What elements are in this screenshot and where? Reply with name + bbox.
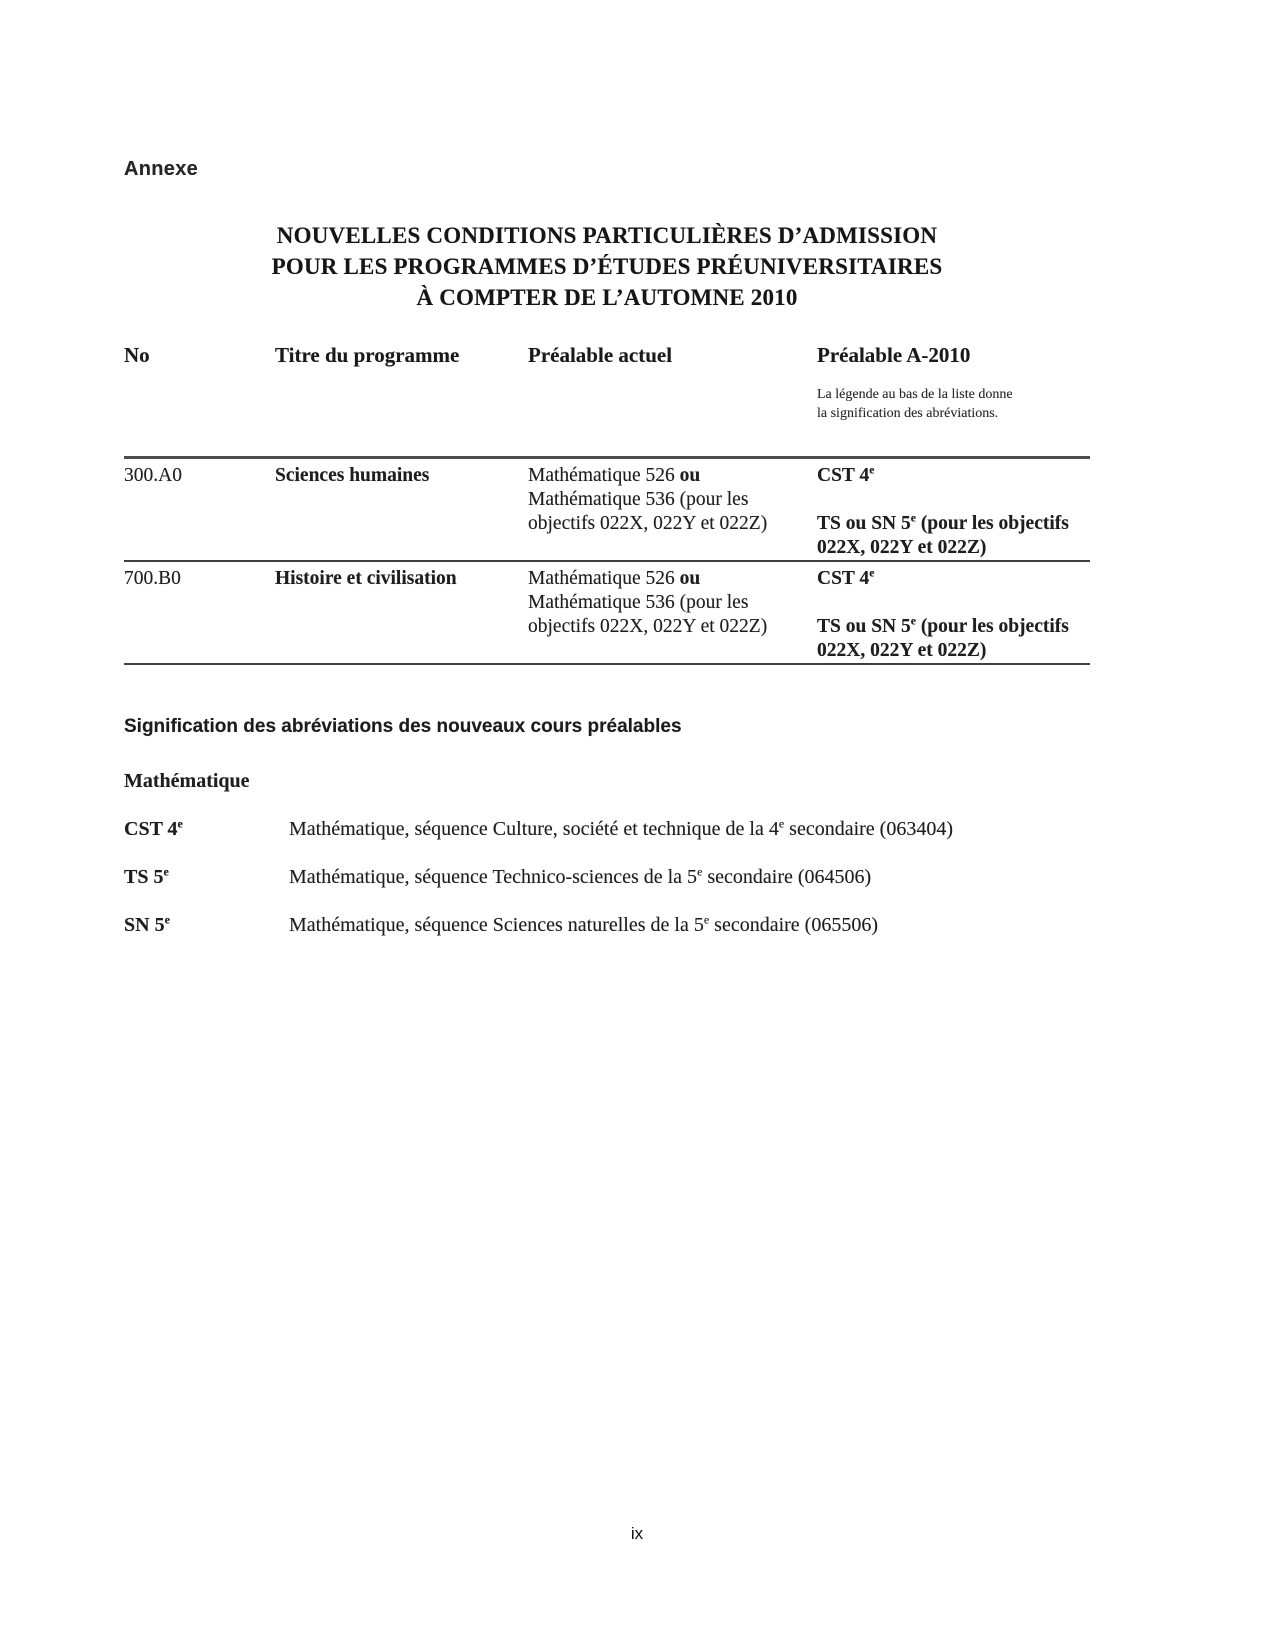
document-title-line: POUR LES PROGRAMMES D’ÉTUDES PRÉUNIVERSITAIRES [271, 254, 943, 279]
mathematique-subheading: Mathématique [124, 770, 250, 792]
program-number: 300.A0 [124, 465, 182, 486]
abbreviation-label: SN 5e [124, 912, 170, 936]
column-header-prealable-actuel: Préalable actuel [528, 343, 673, 367]
abbreviation-item [124, 816, 1090, 840]
column-header-titre: Titre du programme [275, 343, 460, 367]
page-number: ix [630, 1524, 644, 1543]
document-title-line: NOUVELLES CONDITIONS PARTICULIÈRES D’ADMISSION [276, 223, 938, 248]
prealable-a2010-cell: CST 4e TS ou SN 5e (pour les objectifs 022X, 022Y et 022Z) [817, 463, 1069, 558]
abbreviation-label: TS 5e [124, 864, 169, 888]
document-title-line: À COMPTER DE L’AUTOMNE 2010 [416, 285, 798, 310]
abbreviation-description: Mathématique, séquence Sciences naturelles de la 5e secondaire (065506) [289, 912, 878, 936]
prealable-actuel-cell: Mathématique 526 ou Mathématique 536 (pour les objectifs 022X, 022Y et 022Z) [528, 465, 768, 534]
column-header-no: No [124, 343, 150, 367]
annexe-label: Annexe [124, 158, 199, 180]
column-header-prealable-a2010: Préalable A-2010 [817, 343, 971, 367]
abbreviation-label: CST 4e [124, 816, 183, 840]
admission-conditions-table [124, 343, 1090, 663]
abbreviation-item [124, 912, 1090, 936]
document-title [124, 220, 1090, 313]
table-row [124, 562, 1090, 665]
prealable-actuel-cell: Mathématique 526 ou Mathématique 536 (pour les objectifs 022X, 022Y et 022Z) [528, 568, 768, 637]
table-body [124, 456, 1090, 665]
prealable-a2010-cell: CST 4e TS ou SN 5e (pour les objectifs 022X, 022Y et 022Z) [817, 566, 1069, 661]
legend-note: La légende au bas de la liste donne la signification des abréviations. [817, 387, 1013, 421]
program-title: Sciences humaines [275, 465, 430, 486]
abbreviation-description: Mathématique, séquence Technico-sciences de la 5e secondaire (064506) [289, 864, 872, 888]
abbreviations-list [124, 816, 1090, 963]
abbreviation-item [124, 864, 1090, 888]
table-header-row [124, 343, 1090, 368]
abbreviations-heading: Signification des abréviations des nouveaux cours préalables [124, 716, 682, 737]
program-number: 700.B0 [124, 568, 181, 589]
abbreviation-description: Mathématique, séquence Culture, société et technique de la 4e secondaire (063404) [289, 816, 953, 840]
program-title: Histoire et civilisation [275, 568, 457, 589]
table-row [124, 459, 1090, 562]
